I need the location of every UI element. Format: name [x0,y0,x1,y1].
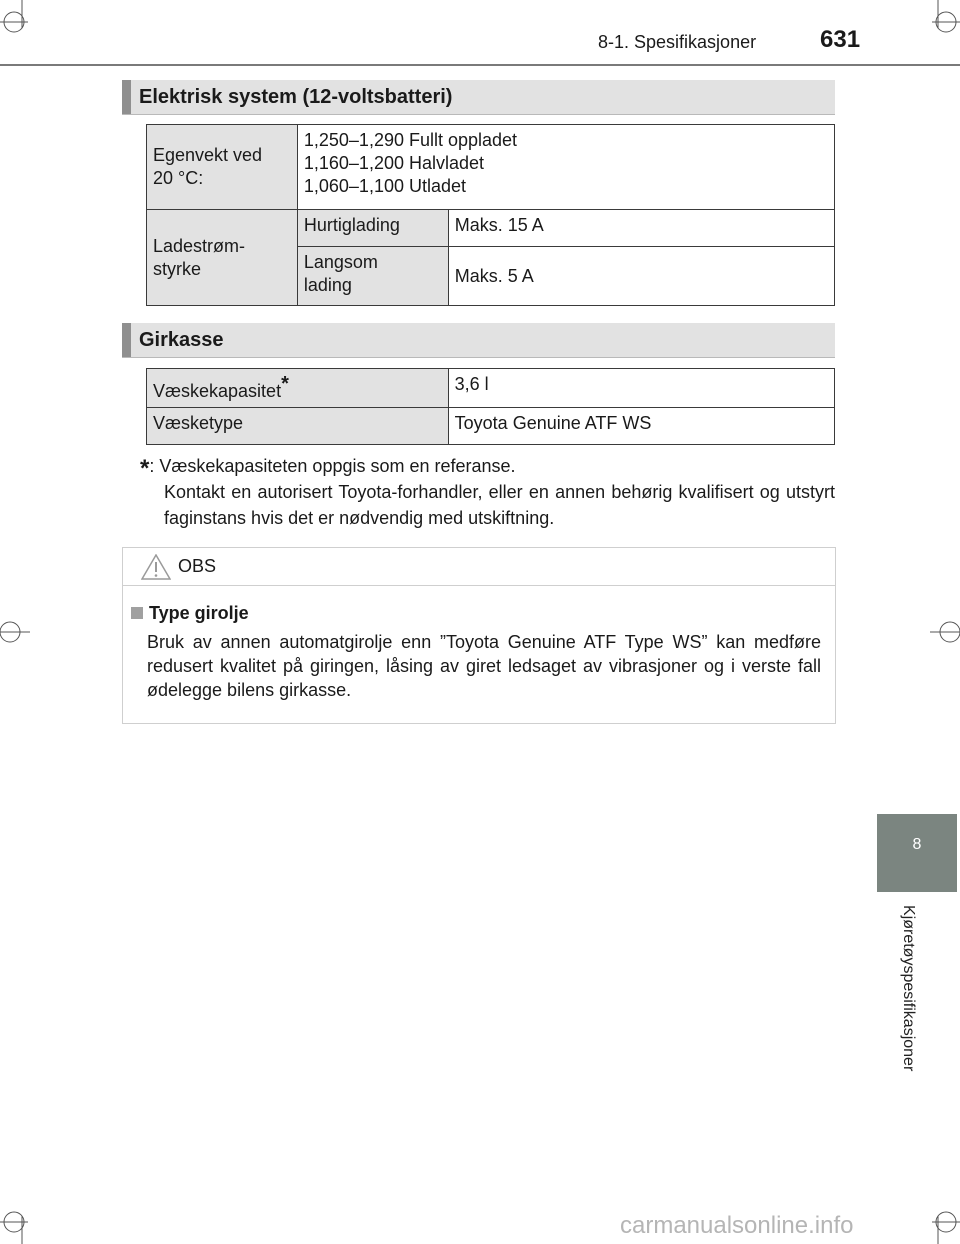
chapter-tab[interactable] [877,814,957,892]
footnote-detail: Kontakt en autorisert Toyota-forhandler, eller en annen behørig kvalifisert og utstyrt faginstans hvis det er nødvendig med utskiftning. [164,482,835,528]
capacity-label [147,369,449,408]
density-label: Egenvekt ved 20 °C: [147,125,298,210]
chapter-name: Kjøretøyspesifikasjoner [900,905,917,1072]
charge-current-label: Ladestrøm- styrke [147,210,298,306]
crop-mark-icon [920,1204,960,1244]
bullet-square-icon [131,607,143,619]
notice-box [122,547,836,724]
warning-triangle-icon [141,554,171,580]
footnote-text: : Væskekapasiteten oppgis som en referanse. [149,456,516,476]
notice-body: Bruk av annen automatgirolje enn ”Toyota Genuine ATF Type WS” kan medføre redusert kvalitet på giringen, låsing av giret ledsaget av vibrasjoner og i verste fall ødelegge bilens girkasse. [147,632,821,700]
table-row [147,125,835,210]
capacity-label-text: Væskekapasitet [153,381,282,401]
density-value-full: 1,250–1,290 Fullt oppladet [303,130,518,150]
section-title: Girkasse [139,329,224,351]
section-accent [122,323,131,357]
section-accent [122,80,131,114]
table-row [147,408,835,445]
transmission-spec-table [146,368,835,445]
page-header [0,26,960,66]
footnote [140,452,835,531]
crop-mark-icon [0,1204,40,1244]
section-heading-transmission [122,323,835,358]
density-value-empty: 1,060–1,100 Utladet [303,176,467,196]
fluid-type-label: Væsketype [147,408,449,445]
footnote-marker: * [140,455,150,482]
section-heading-electrical [122,80,835,115]
crop-mark-icon [0,612,30,652]
section-title: Elektrisk system (12-voltsbatteri) [139,86,453,108]
slow-charge-label: Langsom lading [297,247,448,306]
chapter-number: 8 [912,836,922,853]
footnote-line [140,452,835,482]
header-rule [0,64,960,66]
table-row [147,369,835,408]
fluid-type-value: Toyota Genuine ATF WS [448,408,834,445]
capacity-value: 3,6 l [448,369,834,408]
section-label: 8-1. Spesifikasjoner [598,32,757,52]
watermark: carmanualsonline.info [620,1212,854,1239]
density-value-half: 1,160–1,200 Halvladet [303,153,485,173]
notice-header [123,548,835,586]
slow-charge-value: Maks. 5 A [448,247,834,306]
fast-charge-value: Maks. 15 A [448,210,834,247]
notice-subtitle [131,603,249,624]
crop-mark-icon [930,612,960,652]
density-values [297,125,834,210]
page-number: 631 [820,26,861,53]
notice-title: OBS [178,556,217,576]
fast-charge-label: Hurtiglading [297,210,448,247]
electrical-spec-table [146,124,835,306]
footnote-marker: * [281,373,289,395]
notice-subtitle-text: Type girolje [149,603,249,623]
table-row [147,210,835,247]
